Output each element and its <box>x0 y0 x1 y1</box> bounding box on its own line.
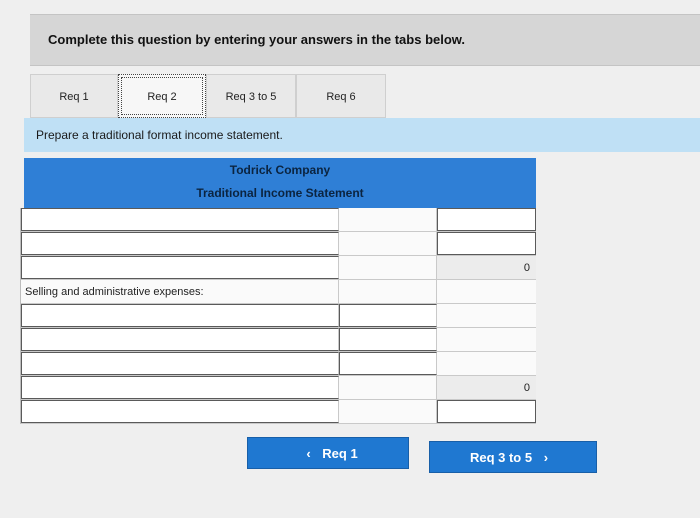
total-cell <box>437 352 536 375</box>
line-label-input[interactable] <box>21 304 339 327</box>
total-cell <box>437 328 536 351</box>
tab-req-2[interactable] <box>118 74 206 118</box>
table-row <box>21 256 536 280</box>
total-cell <box>437 304 536 327</box>
table-row <box>21 280 536 304</box>
total-input[interactable] <box>437 232 536 255</box>
line-label-input[interactable] <box>21 352 339 375</box>
statement-title: Traditional Income Statement <box>24 182 536 208</box>
chevron-right-icon: › <box>543 450 549 465</box>
total-cell <box>437 280 536 303</box>
table-row <box>21 352 536 376</box>
line-label-input[interactable] <box>21 256 339 279</box>
tab-label: Req 1 <box>59 91 89 103</box>
amount-cell <box>339 376 437 399</box>
income-statement <box>20 158 536 424</box>
chevron-left-icon: ‹ <box>306 446 311 461</box>
prev-label: Req 1 <box>322 446 358 461</box>
table-row <box>21 376 536 400</box>
instruction-banner <box>30 14 700 66</box>
tab-req-3-to-5[interactable] <box>206 74 296 118</box>
amount-cell <box>339 208 437 231</box>
table-row <box>21 400 536 424</box>
next-label: Req 3 to 5 <box>469 450 533 465</box>
table-row <box>21 232 536 256</box>
total-input[interactable] <box>437 208 536 231</box>
table-row <box>21 208 536 232</box>
amount-cell <box>339 256 437 279</box>
total-value: 0 <box>437 256 536 279</box>
amount-cell <box>339 280 437 303</box>
amount-input[interactable] <box>339 328 437 351</box>
tab-label: Req 3 to 5 <box>225 91 277 103</box>
table-row <box>21 328 536 352</box>
tab-label: Req 2 <box>147 91 177 103</box>
amount-cell <box>339 232 437 255</box>
prompt-text: Prepare a traditional format income statement. <box>36 128 283 142</box>
line-label-input[interactable] <box>21 328 339 351</box>
next-req-button[interactable] <box>429 441 597 473</box>
line-label-input[interactable] <box>21 400 339 423</box>
amount-input[interactable] <box>339 304 437 327</box>
prev-req-button[interactable] <box>247 437 409 469</box>
total-input[interactable] <box>437 400 536 423</box>
line-label-input[interactable] <box>21 232 339 255</box>
company-name: Todrick Company <box>24 158 536 182</box>
instruction-text: Complete this question by entering your answers in the tabs below. <box>48 32 466 47</box>
amount-input[interactable] <box>339 352 437 375</box>
line-label-input[interactable] <box>21 376 339 399</box>
prompt-bar <box>24 118 700 152</box>
section-label: Selling and administrative expenses: <box>21 280 339 303</box>
table-row <box>21 304 536 328</box>
tab-req-6[interactable] <box>296 74 386 118</box>
tab-label: Req 6 <box>326 91 356 103</box>
tab-req-1[interactable] <box>30 74 118 118</box>
amount-cell <box>339 400 437 423</box>
statement-rows <box>20 208 536 424</box>
line-label-input[interactable] <box>21 208 339 231</box>
total-value: 0 <box>437 376 536 399</box>
tab-bar <box>30 74 386 118</box>
